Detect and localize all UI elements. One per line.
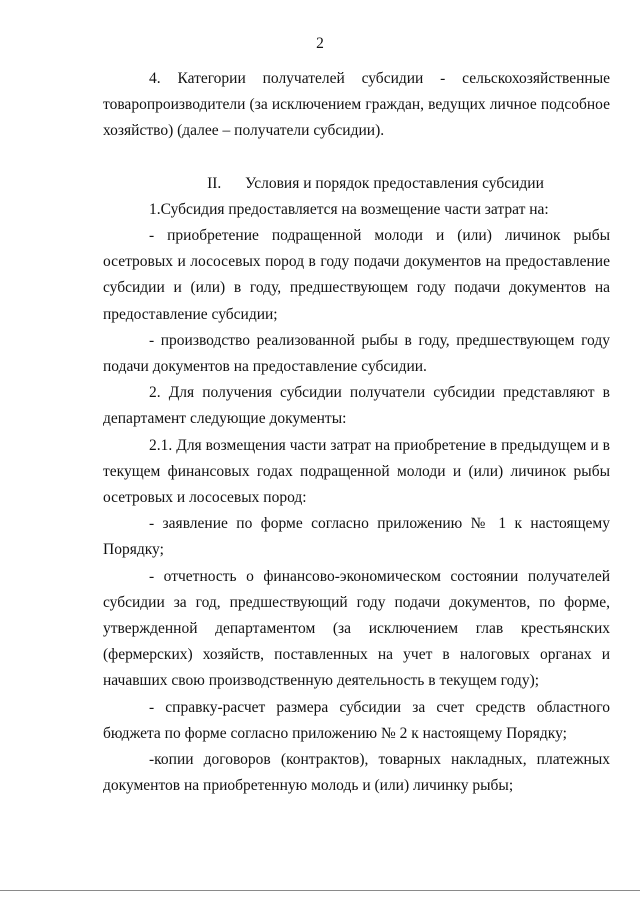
document-body [103,66,610,799]
section-number: II. [207,174,222,192]
section-title: Условия и порядок предоставления субсидии [245,174,544,192]
paragraph-financial-report: - отчетность о финансово-экономическом состоянии получателей субсидии за год, предшествующий году подачи документов, по форме, утвержденной департаментом (за исключением глав крестьянских (фермерских) хозяйств, поставленных на учет в налоговых органах и начавших свою производственную деятельность в текущем году); [103,567,610,690]
page-bottom-rule [0,890,640,891]
page-number: 2 [316,35,324,52]
paragraph-gap [103,145,610,171]
section-heading [103,171,610,197]
paragraph-documents-2-1: 2.1. Для возмещения части затрат на приобретение в предыдущем и в текущем финансовых годах подращенной молоди и (или) личинок рыбы осетровых и лососевых пород: [103,436,610,507]
paragraph-documents-intro: 2. Для получения субсидии получатели субсидии представляют в департамент следующие документы: [103,384,610,428]
paragraph-calculation-certificate: - справку-расчет размера субсидии за счет средств областного бюджета по форме согласно приложению № 2 к настоящему Порядку; [103,698,610,742]
paragraph-fish-production: - производство реализованной рыбы в году, предшествующем году подачи документов на предоставление субсидии. [103,331,610,376]
paragraph-subsidy-purpose: 1.Субсидия предоставляется на возмещение части затрат на: [149,200,549,218]
paragraph-recipient-categories: 4. Категории получателей субсидии - сельскохозяйственные товаропроизводители (за исключением граждан, ведущих личное подсобное хозяйство) (далее – получатели субсидии). [103,70,610,140]
paragraph-application-form: - заявление по форме согласно приложению № 1 к настоящему Порядку; [103,515,610,559]
paragraph-contract-copies: -копии договоров (контрактов), товарных накладных, платежных документов на приобретенную молодь и (или) личинку рыбы; [103,751,610,795]
paragraph-fry-purchase: - приобретение подращенной молоди и (или) личинок рыбы осетровых и лососевых пород в году подачи документов на предоставление субсидии и (или) в году, предшествующем году подачи документов на предоставление субсидии; [103,227,610,323]
